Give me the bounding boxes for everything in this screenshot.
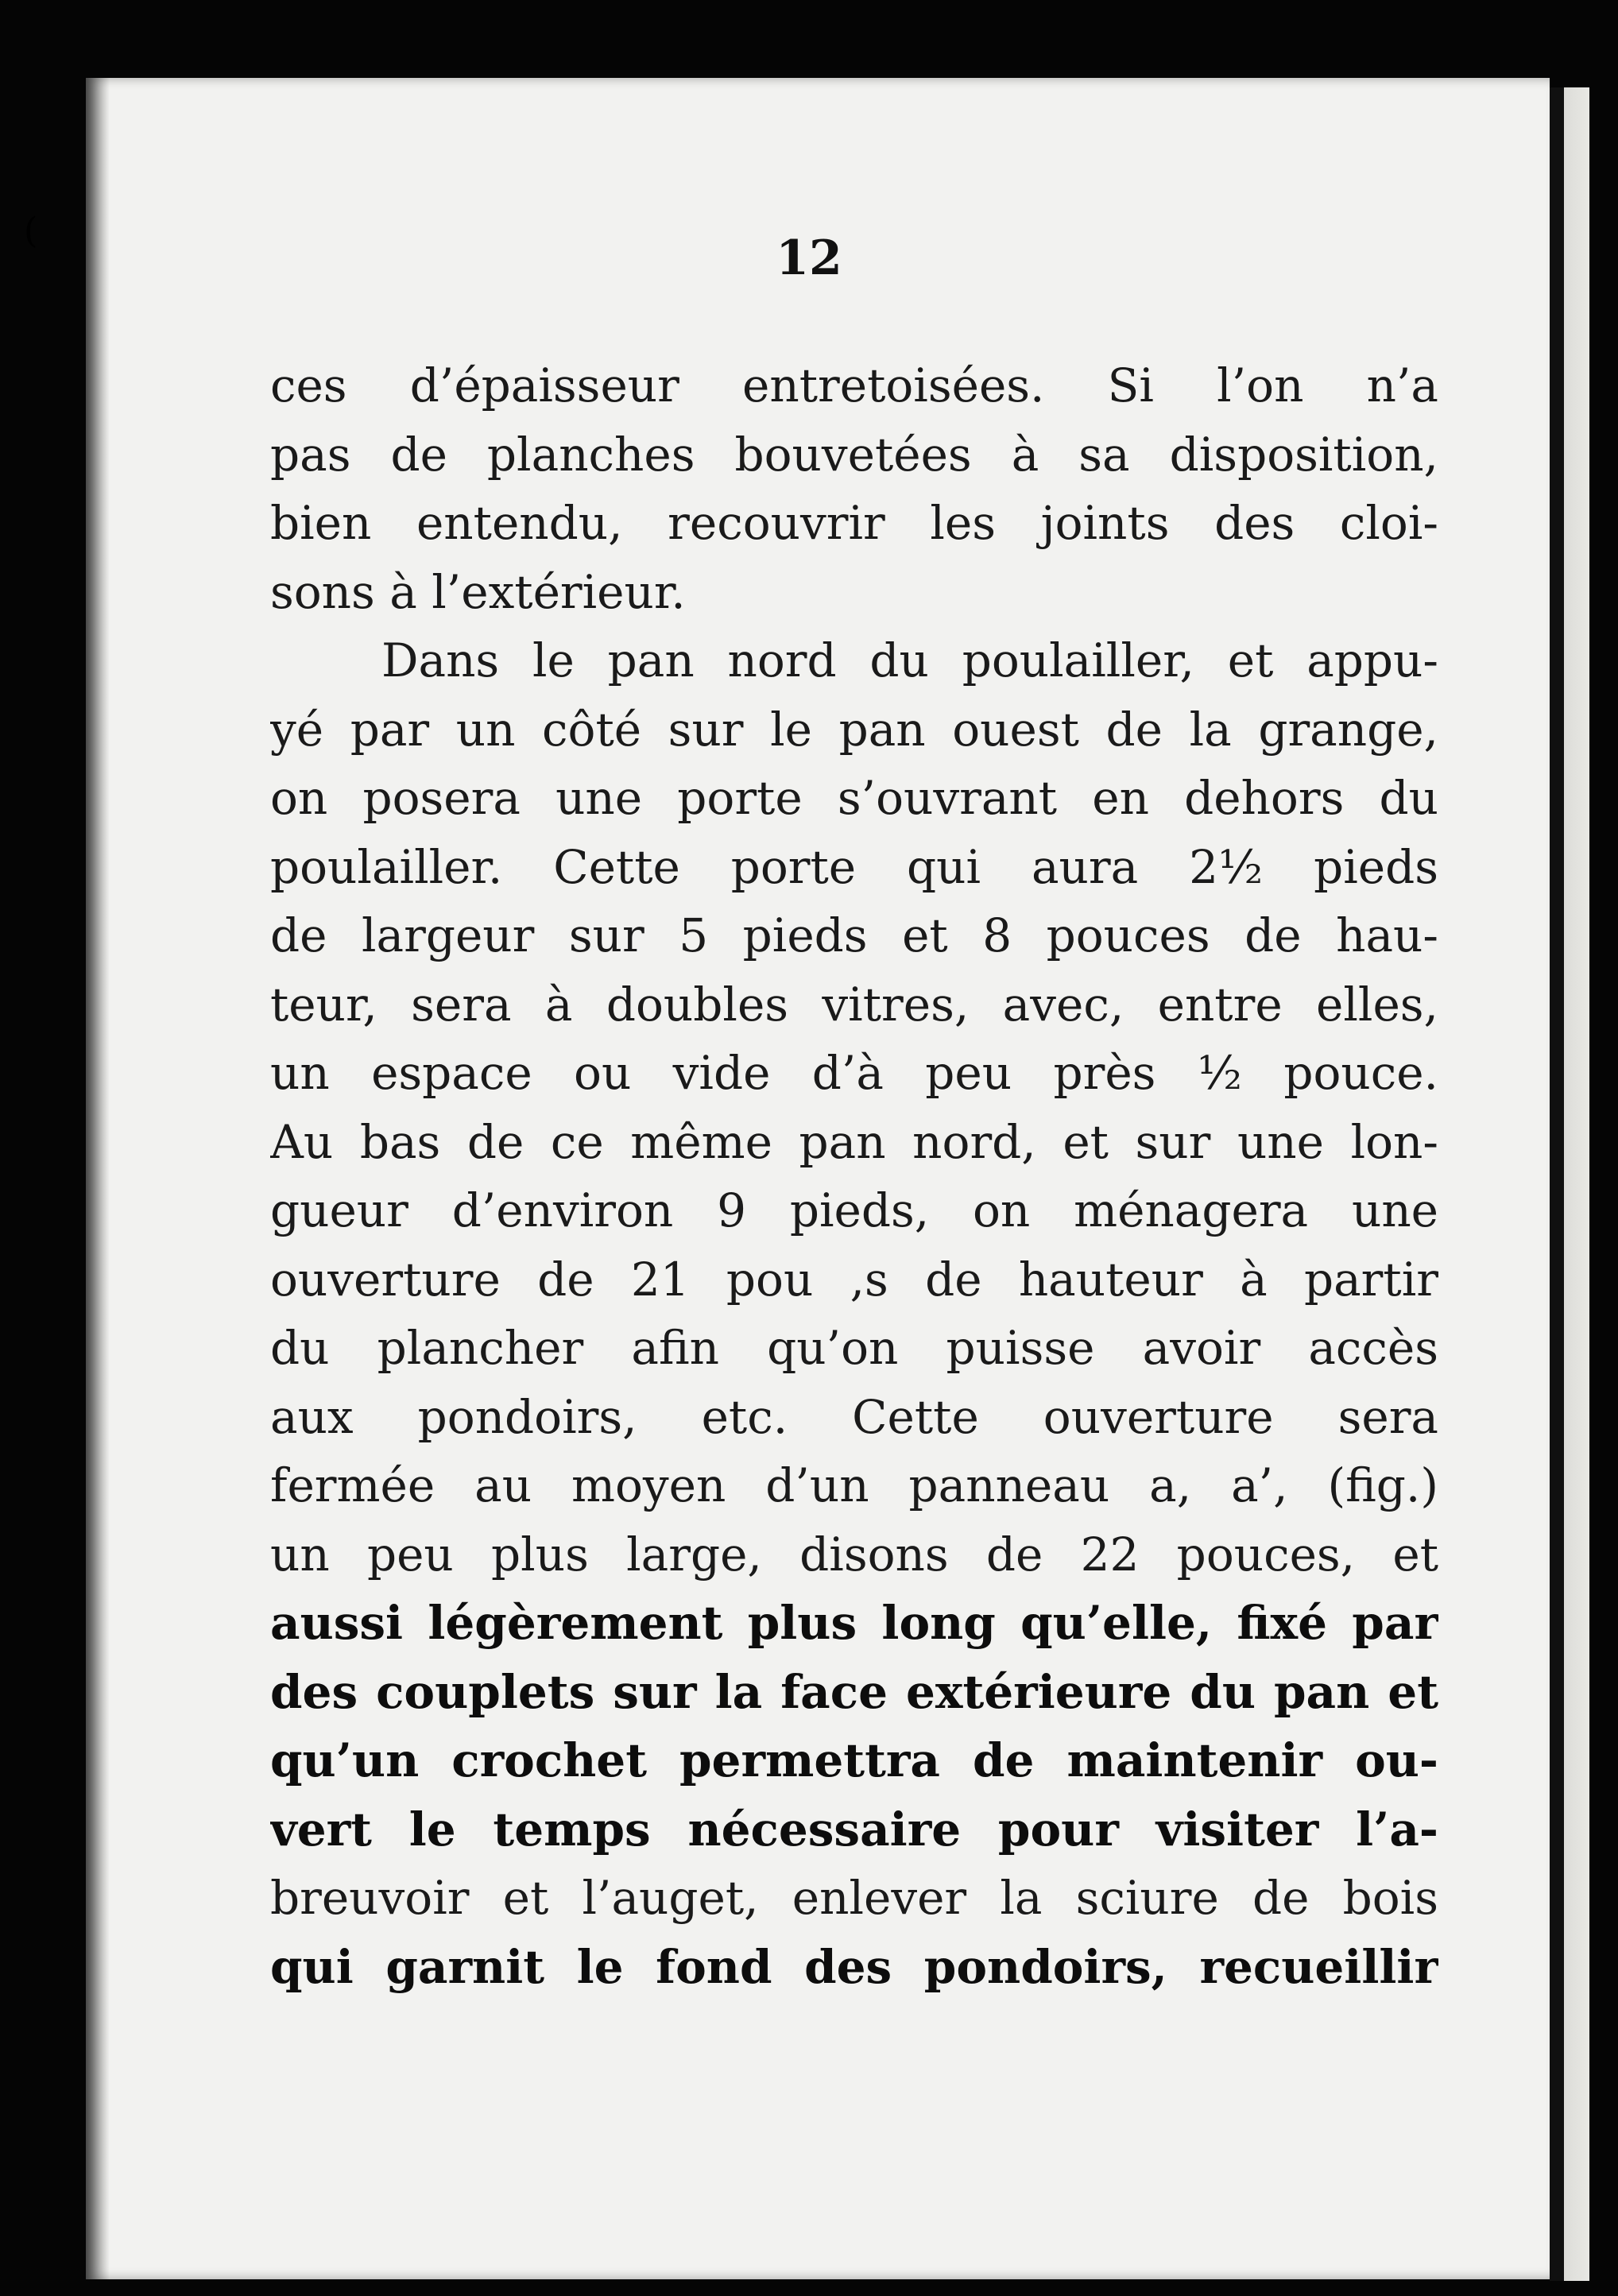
text-line: breuvoir et l’auget, enlever la sciure de bois: [270, 1871, 1438, 1925]
margin-mark: (: [24, 211, 38, 251]
text-line: ces d’épaisseur entretoisées. Si l’on n’a: [270, 358, 1438, 412]
text-line: Dans le pan nord du poulailler, et appu-: [381, 633, 1438, 687]
text-line: gueur d’environ 9 pieds, on ménagera une: [270, 1183, 1438, 1237]
text-line: des couplets sur la face extérieure du pan et: [270, 1664, 1438, 1719]
binding-shadow: [86, 78, 110, 2279]
text-line: ouverture de 21 pou ,s de hauteur à partir: [270, 1252, 1438, 1307]
text-line: qu’un crochet permettra de maintenir ou-: [270, 1733, 1438, 1787]
text-line: bien entendu, recouvrir les joints des cloi-: [270, 496, 1438, 550]
text-line: yé par un côté sur le pan ouest de la grange,: [270, 702, 1438, 757]
text-line: de largeur sur 5 pieds et 8 pouces de hau-: [270, 908, 1438, 962]
text-line: on posera une porte s’ouvrant en dehors du: [270, 771, 1438, 825]
text-line: qui garnit le fond des pondoirs, recueillir: [270, 1939, 1438, 1994]
text-line: aux pondoirs, etc. Cette ouverture sera: [270, 1389, 1438, 1444]
text-line: un espace ou vide d’à peu près ½ pouce.: [270, 1046, 1438, 1100]
text-line: pas de planches bouvetées à sa disposition,: [270, 427, 1438, 482]
text-line: poulailler. Cette porte qui aura 2½ pieds: [270, 839, 1438, 894]
text-line: aussi légèrement plus long qu’elle, fixé par: [270, 1596, 1438, 1650]
text-line: du plancher afin qu’on puisse avoir accès: [270, 1321, 1438, 1375]
text-line: Au bas de ce même pan nord, et sur une lon-: [270, 1114, 1438, 1169]
body-text: [270, 351, 1438, 2001]
text-line: un peu plus large, disons de 22 pouces, et: [270, 1527, 1438, 1582]
text-line: vert le temps nécessaire pour visiter l’a-: [270, 1802, 1438, 1857]
text-line: sons à l’extérieur.: [270, 564, 686, 619]
text-line: teur, sera à doubles vitres, avec, entre elles,: [270, 977, 1438, 1032]
page-number: 12: [776, 230, 842, 286]
adjacent-page-edge: [1550, 87, 1589, 2281]
text-line: fermée au moyen d’un panneau a, a’, (fig.): [270, 1458, 1438, 1512]
